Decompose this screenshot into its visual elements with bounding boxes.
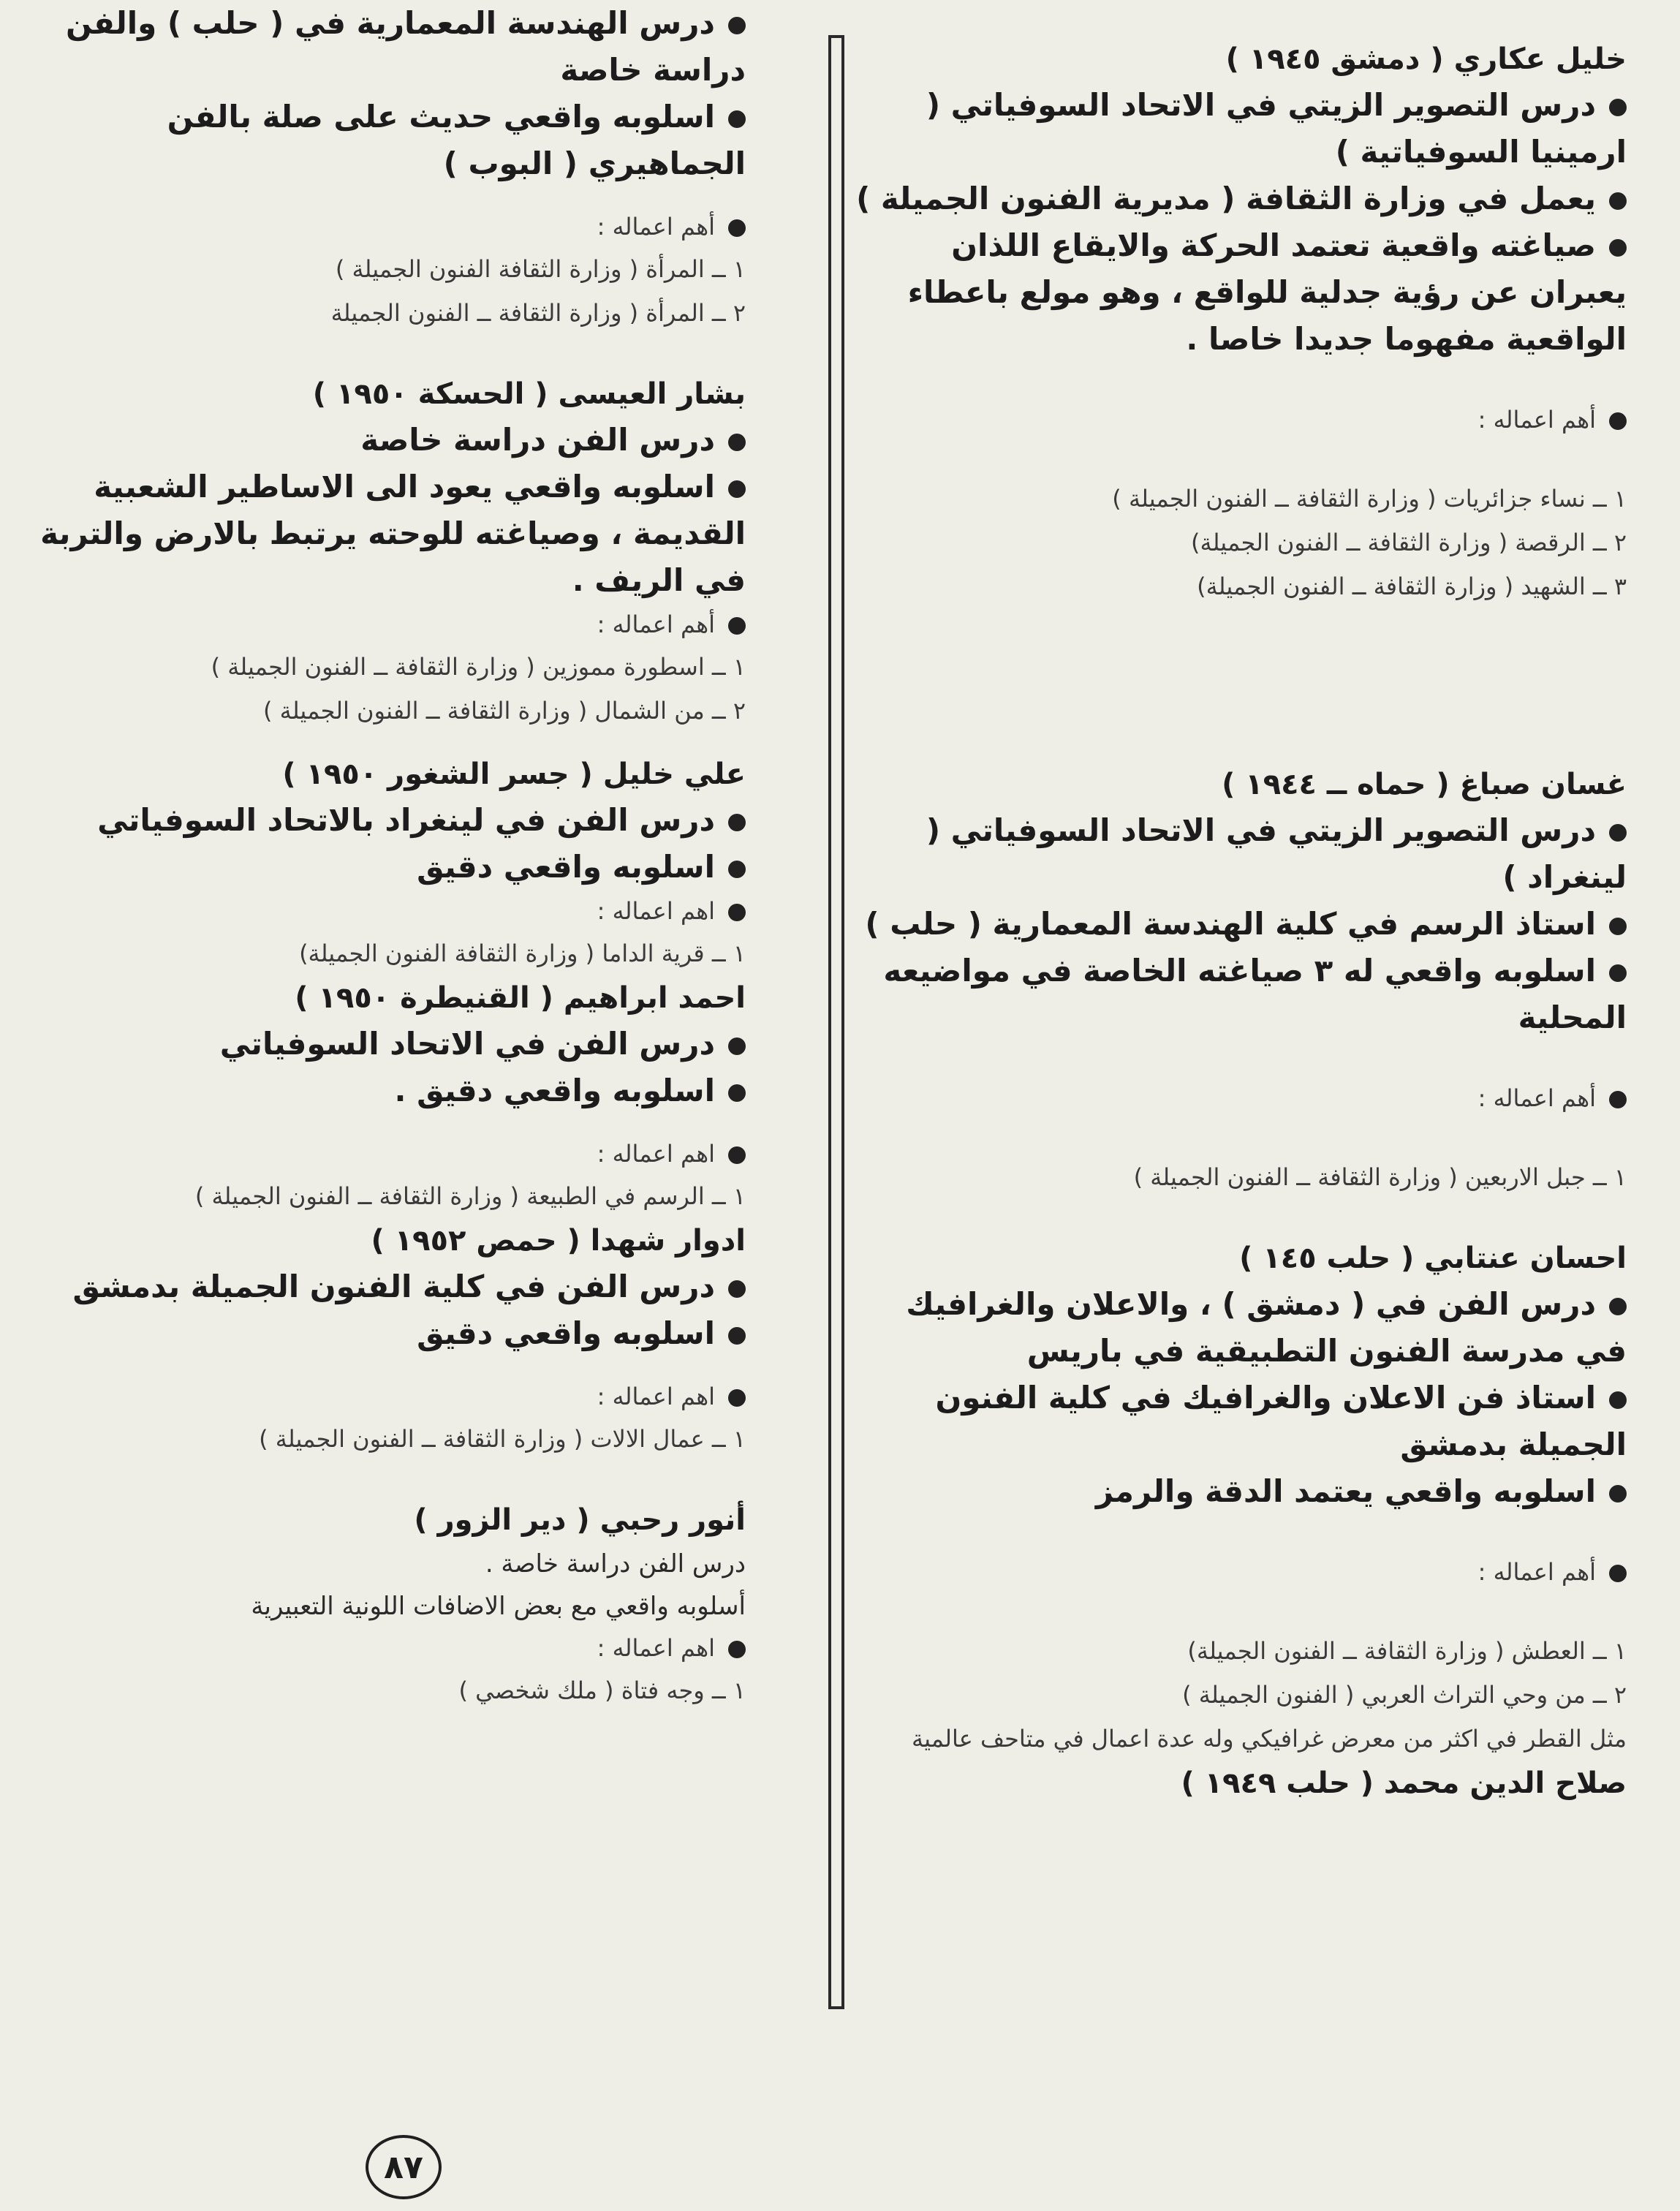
bullet-icon bbox=[728, 480, 746, 498]
bullet-icon bbox=[728, 219, 746, 237]
works-heading bbox=[22, 1133, 746, 1174]
bullet-icon bbox=[728, 1146, 746, 1164]
bullet-icon bbox=[728, 1641, 746, 1658]
bullet-line bbox=[22, 1067, 746, 1114]
works-heading bbox=[22, 206, 746, 247]
bullet-icon bbox=[728, 904, 746, 921]
works-heading-text: اهم اعماله : bbox=[597, 1383, 715, 1410]
bullet-icon bbox=[728, 17, 746, 34]
work-item: ٢ ــ المرأة ( وزارة الثقافة ــ الفنون الجميلة bbox=[330, 299, 746, 327]
artist-entry bbox=[22, 752, 746, 975]
bullet-text: درس الفن في ( دمشق ) ، والاعلان والغرافيك في مدرسة الفنون التطبيقية في باريس bbox=[906, 1286, 1627, 1369]
bullet-icon bbox=[728, 1389, 746, 1407]
text-line: درس الفن دراسة خاصة . bbox=[485, 1549, 746, 1579]
bullet-icon bbox=[1609, 412, 1627, 430]
bullet-text: درس الفن في لينغراد بالاتحاد السوفياتي bbox=[97, 802, 715, 838]
work-item: ١ ــ المرأة ( وزارة الثقافة الفنون الجميلة ) bbox=[335, 255, 746, 283]
bullet-text: درس التصوير الزيتي في الاتحاد السوفياتي ( ارمينيا السوفياتية ) bbox=[926, 87, 1627, 170]
bullet-line bbox=[844, 82, 1627, 175]
bullet-icon bbox=[1609, 239, 1627, 257]
bullet-text: صياغته واقعية تعتمد الحركة والايقاع اللذان يعبران عن رؤية جدلية للواقع ، وهو مولع باعطاء الواقعية مفهوما جديدا خاصا . bbox=[907, 227, 1627, 357]
bullet-icon bbox=[1609, 918, 1627, 935]
artist-name: صلاح الدين محمد ( حلب ١٩٤٩ ) bbox=[1181, 1766, 1627, 1800]
artist-entry bbox=[22, 1218, 746, 1461]
text-line: أسلوبه واقعي مع بعض الاضافات اللونية التعبيرية bbox=[251, 1592, 746, 1621]
work-item: ٢ ــ الرقصة ( وزارة الثقافة ــ الفنون الجميلة) bbox=[1191, 529, 1627, 556]
works-heading-text: أهم اعماله : bbox=[1477, 1558, 1596, 1586]
bullet-icon bbox=[728, 110, 746, 128]
bullet-icon bbox=[728, 1038, 746, 1055]
bullet-text: درس التصوير الزيتي في الاتحاد السوفياتي ( لينغراد ) bbox=[926, 812, 1627, 895]
artist-entry bbox=[22, 1497, 746, 1712]
bullet-line bbox=[22, 1310, 746, 1357]
work-item: ١ ــ جبل الاربعين ( وزارة الثقافة ــ الفنون الجميلة ) bbox=[1133, 1163, 1627, 1191]
artist-name: أنور رحبي ( دير الزور ) bbox=[414, 1503, 746, 1537]
work-item: ٢ ــ من الشمال ( وزارة الثقافة ــ الفنون الجميلة ) bbox=[263, 697, 746, 725]
bullet-icon bbox=[1609, 824, 1627, 842]
bullet-text: اسلوبه واقعي دقيق . bbox=[394, 1073, 715, 1108]
artist-entry bbox=[844, 762, 1627, 1199]
bullet-text: اسلوبه واقعي دقيق bbox=[417, 1315, 715, 1351]
bullet-icon bbox=[728, 1084, 746, 1102]
artist-entry bbox=[844, 37, 1627, 608]
works-heading-text: أهم اعماله : bbox=[597, 611, 715, 638]
bullet-text: درس الفن دراسة خاصة bbox=[360, 422, 715, 458]
bullet-line bbox=[22, 464, 746, 604]
bullet-line bbox=[844, 222, 1627, 363]
artist-entry bbox=[844, 1236, 1627, 1761]
works-heading bbox=[844, 1552, 1627, 1592]
page-number: ٨٧ bbox=[366, 2135, 442, 2199]
bullet-text: استاذ فن الاعلان والغرافيك في كلية الفنون الجميلة بدمشق bbox=[935, 1380, 1627, 1462]
bullet-text: استاذ الرسم في كلية الهندسة المعمارية ( حلب ) bbox=[865, 906, 1596, 942]
work-item: مثل القطر في اكثر من معرض غرافيكي وله عدة اعمال في متاحف عالمية bbox=[911, 1725, 1627, 1753]
bullet-icon bbox=[1609, 964, 1627, 982]
artist-name: غسان صباغ ( حماه ــ ١٩٤٤ ) bbox=[1222, 768, 1627, 801]
bullet-line bbox=[844, 807, 1627, 901]
works-heading bbox=[22, 1376, 746, 1417]
bullet-icon bbox=[1609, 1298, 1627, 1315]
works-heading-text: أهم اعماله : bbox=[1477, 406, 1596, 434]
bullet-icon bbox=[1609, 99, 1627, 116]
bullet-line bbox=[22, 1263, 746, 1310]
bullet-icon bbox=[1609, 1391, 1627, 1409]
work-item: ١ ــ وجه فتاة ( ملك شخصي ) bbox=[458, 1677, 746, 1704]
works-heading bbox=[22, 891, 746, 931]
work-item: ١ ــ نساء جزائريات ( وزارة الثقافة ــ الفنون الجميلة ) bbox=[1112, 485, 1627, 513]
bullet-icon bbox=[728, 617, 746, 635]
bullet-line bbox=[844, 1375, 1627, 1468]
bullet-line bbox=[22, 797, 746, 844]
artist-entry bbox=[22, 975, 746, 1218]
bullet-text: درس الفن في كلية الفنون الجميلة بدمشق bbox=[72, 1269, 715, 1304]
bullet-text: درس الفن في الاتحاد السوفياتي bbox=[219, 1026, 715, 1062]
works-heading-text: أهم اعماله : bbox=[597, 213, 715, 241]
work-item: ٣ ــ الشهيد ( وزارة الثقافة ــ الفنون الجميلة) bbox=[1197, 572, 1627, 600]
bullet-line bbox=[844, 1281, 1627, 1375]
work-item: ١ ــ قرية الداما ( وزارة الثقافة الفنون الجميلة) bbox=[299, 940, 746, 967]
bullet-text: اسلوبه واقعي له ٣ صياغته الخاصة في مواضيعه المحلية bbox=[883, 953, 1627, 1035]
bullet-line bbox=[844, 901, 1627, 948]
artist-name: بشار العيسى ( الحسكة ١٩٥٠ ) bbox=[312, 377, 746, 411]
right-column bbox=[844, 37, 1627, 1806]
bullet-text: اسلوبه واقعي يعتمد الدقة والرمز bbox=[1095, 1473, 1596, 1509]
works-heading bbox=[22, 604, 746, 645]
bullet-icon bbox=[728, 861, 746, 878]
artist-name: ادوار شهدا ( حمص ١٩٥٢ ) bbox=[371, 1224, 746, 1258]
bullet-icon bbox=[1609, 1091, 1627, 1108]
bullet-text: يعمل في وزارة الثقافة ( مديرية الفنون الجميلة ) bbox=[856, 181, 1596, 216]
bullet-icon bbox=[728, 1280, 746, 1298]
bullet-icon bbox=[1609, 1565, 1627, 1582]
work-item: ١ ــ اسطورة مموزين ( وزارة الثقافة ــ الفنون الجميلة ) bbox=[211, 653, 746, 681]
bullet-icon bbox=[1609, 1485, 1627, 1503]
bullet-line bbox=[22, 0, 746, 94]
work-item: ١ ــ عمال الالات ( وزارة الثقافة ــ الفنون الجميلة ) bbox=[259, 1425, 746, 1453]
artist-name: احمد ابراهيم ( القنيطرة ١٩٥٠ ) bbox=[295, 981, 746, 1015]
bullet-text: اسلوبه واقعي يعود الى الاساطير الشعبية القديمة ، وصياغته للوحته يرتبط بالارض والتربة في الريف . bbox=[40, 469, 746, 598]
artist-name: خليل عكاري ( دمشق ١٩٤٥ ) bbox=[1225, 42, 1627, 76]
left-column bbox=[22, 0, 746, 1712]
works-heading-text: اهم اعماله : bbox=[597, 1140, 715, 1168]
bullet-icon bbox=[1609, 192, 1627, 210]
works-heading-text: اهم اعماله : bbox=[597, 1634, 715, 1662]
bullet-line bbox=[844, 1468, 1627, 1515]
work-item: ١ ــ العطش ( وزارة الثقافة ــ الفنون الجميلة) bbox=[1187, 1637, 1627, 1665]
bullet-line bbox=[844, 175, 1627, 222]
bullet-line bbox=[22, 417, 746, 464]
artist-name: احسان عنتابي ( حلب ١٤٥ ) bbox=[1239, 1241, 1627, 1275]
works-heading bbox=[844, 1078, 1627, 1119]
artist-name: علي خليل ( جسر الشغور ١٩٥٠ ) bbox=[282, 757, 746, 791]
bullet-icon bbox=[728, 814, 746, 831]
work-item: ١ ــ الرسم في الطبيعة ( وزارة الثقافة ــ الفنون الجميلة ) bbox=[194, 1182, 746, 1210]
artist-entry bbox=[22, 371, 746, 733]
bullet-icon bbox=[728, 434, 746, 451]
bullet-text: اسلوبه واقعي دقيق bbox=[417, 849, 715, 885]
bullet-line bbox=[22, 94, 746, 187]
works-heading bbox=[844, 399, 1627, 440]
bullet-text: اسلوبه واقعي حديث على صلة بالفن الجماهيري ( البوب ) bbox=[167, 99, 746, 181]
bullet-line bbox=[22, 844, 746, 891]
bullet-text: درس الهندسة المعمارية في ( حلب ) والفن دراسة خاصة bbox=[65, 5, 746, 88]
bullet-icon bbox=[728, 1327, 746, 1345]
works-heading-text: اهم اعماله : bbox=[597, 897, 715, 925]
bullet-line bbox=[844, 948, 1627, 1041]
bullet-line bbox=[22, 1021, 746, 1067]
work-item: ٢ ــ من وحي التراث العربي ( الفنون الجميلة ) bbox=[1182, 1681, 1627, 1709]
column-divider bbox=[828, 35, 844, 2009]
works-heading-text: أهم اعماله : bbox=[1477, 1084, 1596, 1112]
works-heading bbox=[22, 1628, 746, 1668]
